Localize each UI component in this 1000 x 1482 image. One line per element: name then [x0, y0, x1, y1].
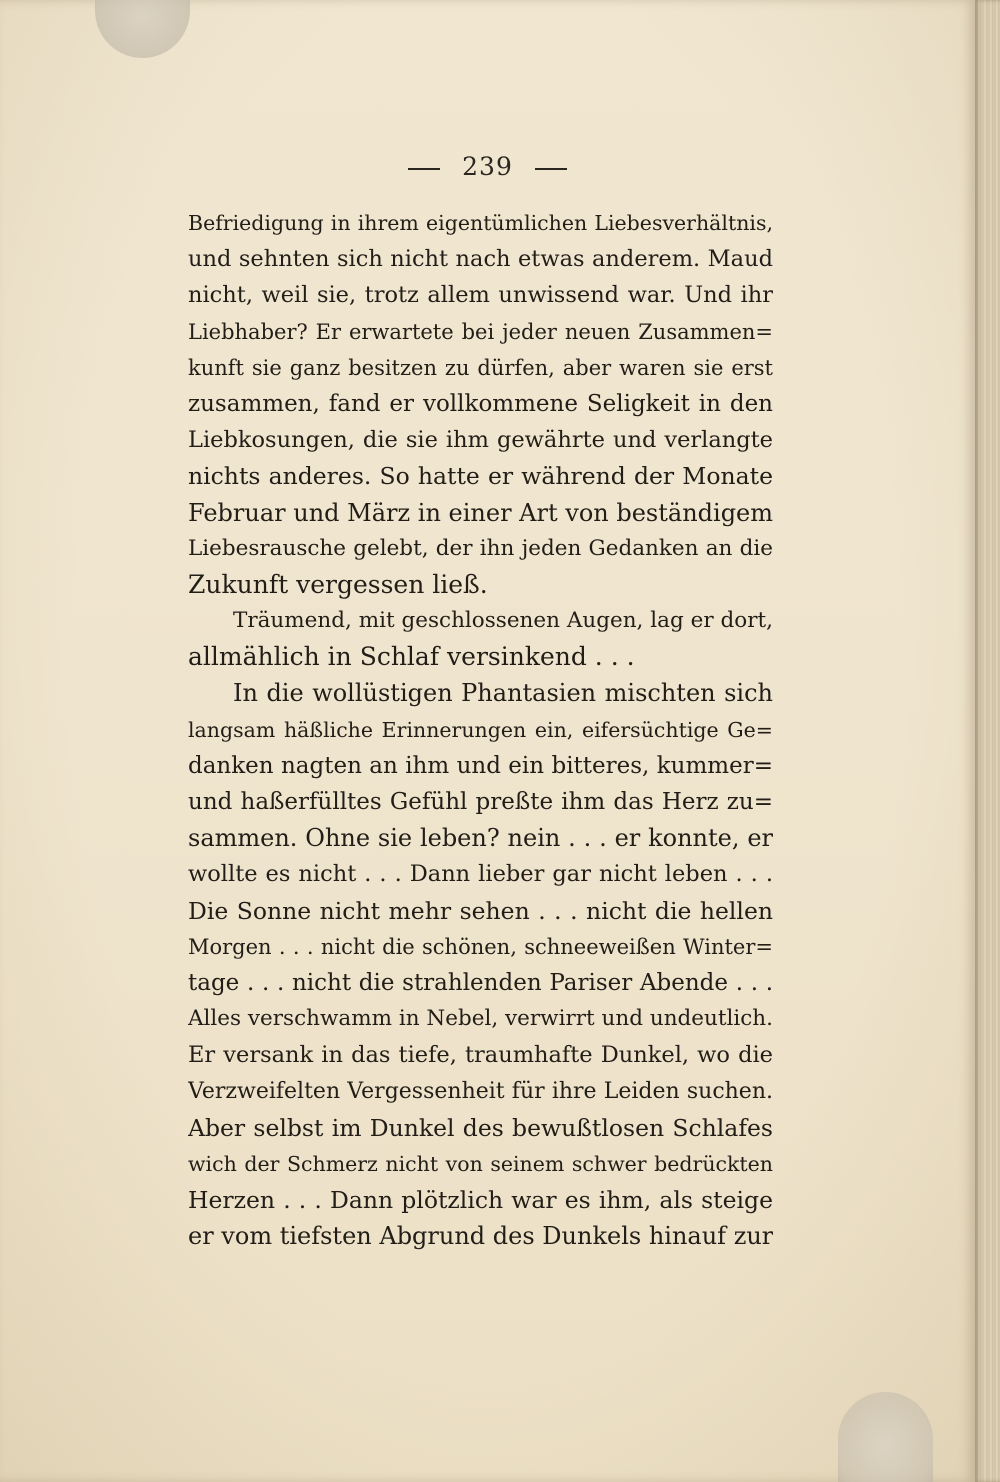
text-line: Alles verschwamm in Nebel, verwirrt und undeutlich. [188, 1006, 773, 1032]
text-line: er vom tiefsten Abgrund des Dunkels hinauf zur [188, 1222, 773, 1251]
scanner-mark-bottom [838, 1392, 933, 1482]
text-line: Herzen . . . Dann plötzlich war es ihm, als steige [188, 1186, 773, 1215]
text-line: nicht, weil sie, trotz allem unwissend war. Und ihr [188, 282, 773, 309]
text-line: In die wollüstigen Phantasien mischten sich [233, 679, 773, 708]
text-line: Befriedigung in ihrem eigentümlichen Liebesverhältnis, [188, 211, 773, 235]
text-line: sammen. Ohne sie leben? nein . . . er konnte, er [188, 824, 773, 853]
text-line: Morgen . . . nicht die schönen, schneeweißen Winter= [188, 934, 773, 959]
text-line: wich der Schmerz nicht von seinem schwer bedrückten [188, 1151, 773, 1176]
text-line: danken nagten an ihm und ein bitteres, kummer= [188, 752, 773, 779]
text-line: und haßerfülltes Gefühl preßte ihm das Herz zu= [188, 789, 773, 815]
body-text [188, 205, 773, 1254]
text-line: Februar und März in einer Art von beständigem [188, 498, 773, 527]
dash-right [535, 168, 567, 170]
text-line: Verzweifelten Vergessenheit für ihre Leiden suchen. [188, 1078, 773, 1104]
page-number: 239 [462, 152, 513, 181]
text-line: Träumend, mit geschlossenen Augen, lag er dort, [233, 608, 773, 634]
text-line: tage . . . nicht die strahlenden Pariser Abende . . . [188, 969, 773, 996]
text-line: Zukunft vergessen ließ. [188, 569, 488, 599]
text-line: Liebkosungen, die sie ihm gewährte und verlangte [188, 427, 773, 454]
text-line: allmählich in Schlaf versinkend . . . [188, 642, 635, 672]
text-line: Aber selbst im Dunkel des bewußtlosen Schlafes [188, 1113, 773, 1142]
text-line: kunft sie ganz besitzen zu dürfen, aber waren sie erst [188, 355, 773, 380]
text-line: nichts anderes. So hatte er während der Monate [188, 462, 773, 491]
text-line: und sehnten sich nicht nach etwas anderem. Maud [188, 246, 773, 273]
text-line: zusammen, fand er vollkommene Seligkeit in den [188, 390, 773, 417]
dash-left [408, 168, 440, 170]
page-number-header [0, 152, 975, 181]
text-line: Die Sonne nicht mehr sehen . . . nicht die hellen [188, 896, 773, 925]
text-line: wollte es nicht . . . Dann lieber gar nicht leben . . . [188, 861, 773, 888]
text-line: langsam häßliche Erinnerungen ein, eifersüchtige Ge= [188, 717, 773, 742]
scanner-mark-top [95, 0, 190, 58]
text-line: Liebhaber? Er erwartete bei jeder neuen Zusammen= [188, 319, 773, 344]
page-stack-edge [975, 0, 1000, 1482]
text-line: Er versank in das tiefe, traumhafte Dunkel, wo die [188, 1042, 773, 1069]
text-line: Liebesrausche gelebt, der ihn jeden Gedanken an die [188, 535, 773, 561]
